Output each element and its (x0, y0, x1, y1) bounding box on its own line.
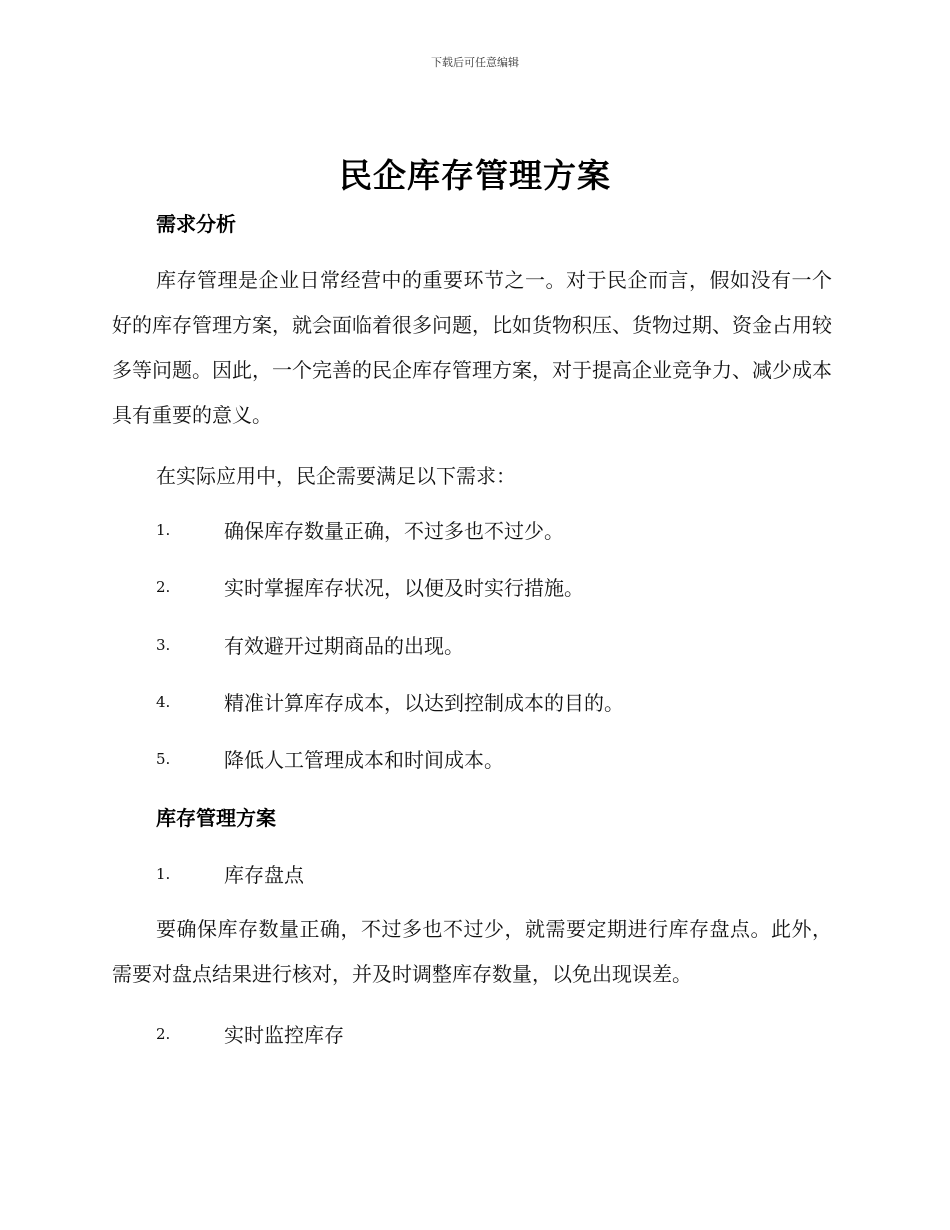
inventory-count-paragraph: 要确保库存数量正确，不过多也不过少，就需要定期进行库存盘点。此外，需要对盘点结果进行核对，并及时调整库存数量，以免出现误差。 (112, 917, 832, 986)
page-title: 民企库存管理方案 (339, 156, 611, 195)
list-text: 有效避开过期商品的出现。 (224, 634, 464, 658)
list-number: 1. (156, 521, 171, 539)
list-text: 精准计算库存成本，以达到控制成本的目的。 (224, 691, 624, 715)
section-heading-needs: 需求分析 (156, 212, 236, 236)
list-item (156, 630, 836, 660)
subsection-title (156, 1019, 836, 1049)
list-text: 降低人工管理成本和时间成本。 (224, 748, 504, 772)
subsection-title (156, 859, 836, 889)
list-item (156, 744, 836, 774)
list-number: 3. (156, 636, 171, 654)
list-item (156, 515, 836, 545)
list-item (156, 687, 836, 717)
list-text: 库存盘点 (224, 863, 304, 887)
list-number: 5. (156, 750, 171, 768)
list-text: 实时掌握库存状况，以便及时实行措施。 (224, 576, 584, 600)
header-note: 下载后可任意编辑 (431, 56, 519, 69)
list-item (156, 572, 836, 602)
section-heading-plan: 库存管理方案 (156, 806, 276, 830)
needs-intro: 在实际应用中，民企需要满足以下需求： (156, 464, 516, 488)
needs-paragraph: 库存管理是企业日常经营中的重要环节之一。对于民企而言，假如没有一个好的库存管理方案，就会面临着很多问题，比如货物积压、货物过期、资金占用较多等问题。因此，一个完善的民企库存管理方案，对于提高企业竞争力、减少成本具有重要的意义。 (112, 268, 832, 427)
list-text: 实时监控库存 (224, 1023, 344, 1047)
list-number: 2. (156, 1025, 171, 1043)
list-number: 1. (156, 865, 171, 883)
list-number: 4. (156, 693, 171, 711)
list-text: 确保库存数量正确，不过多也不过少。 (224, 519, 564, 543)
list-number: 2. (156, 578, 171, 596)
